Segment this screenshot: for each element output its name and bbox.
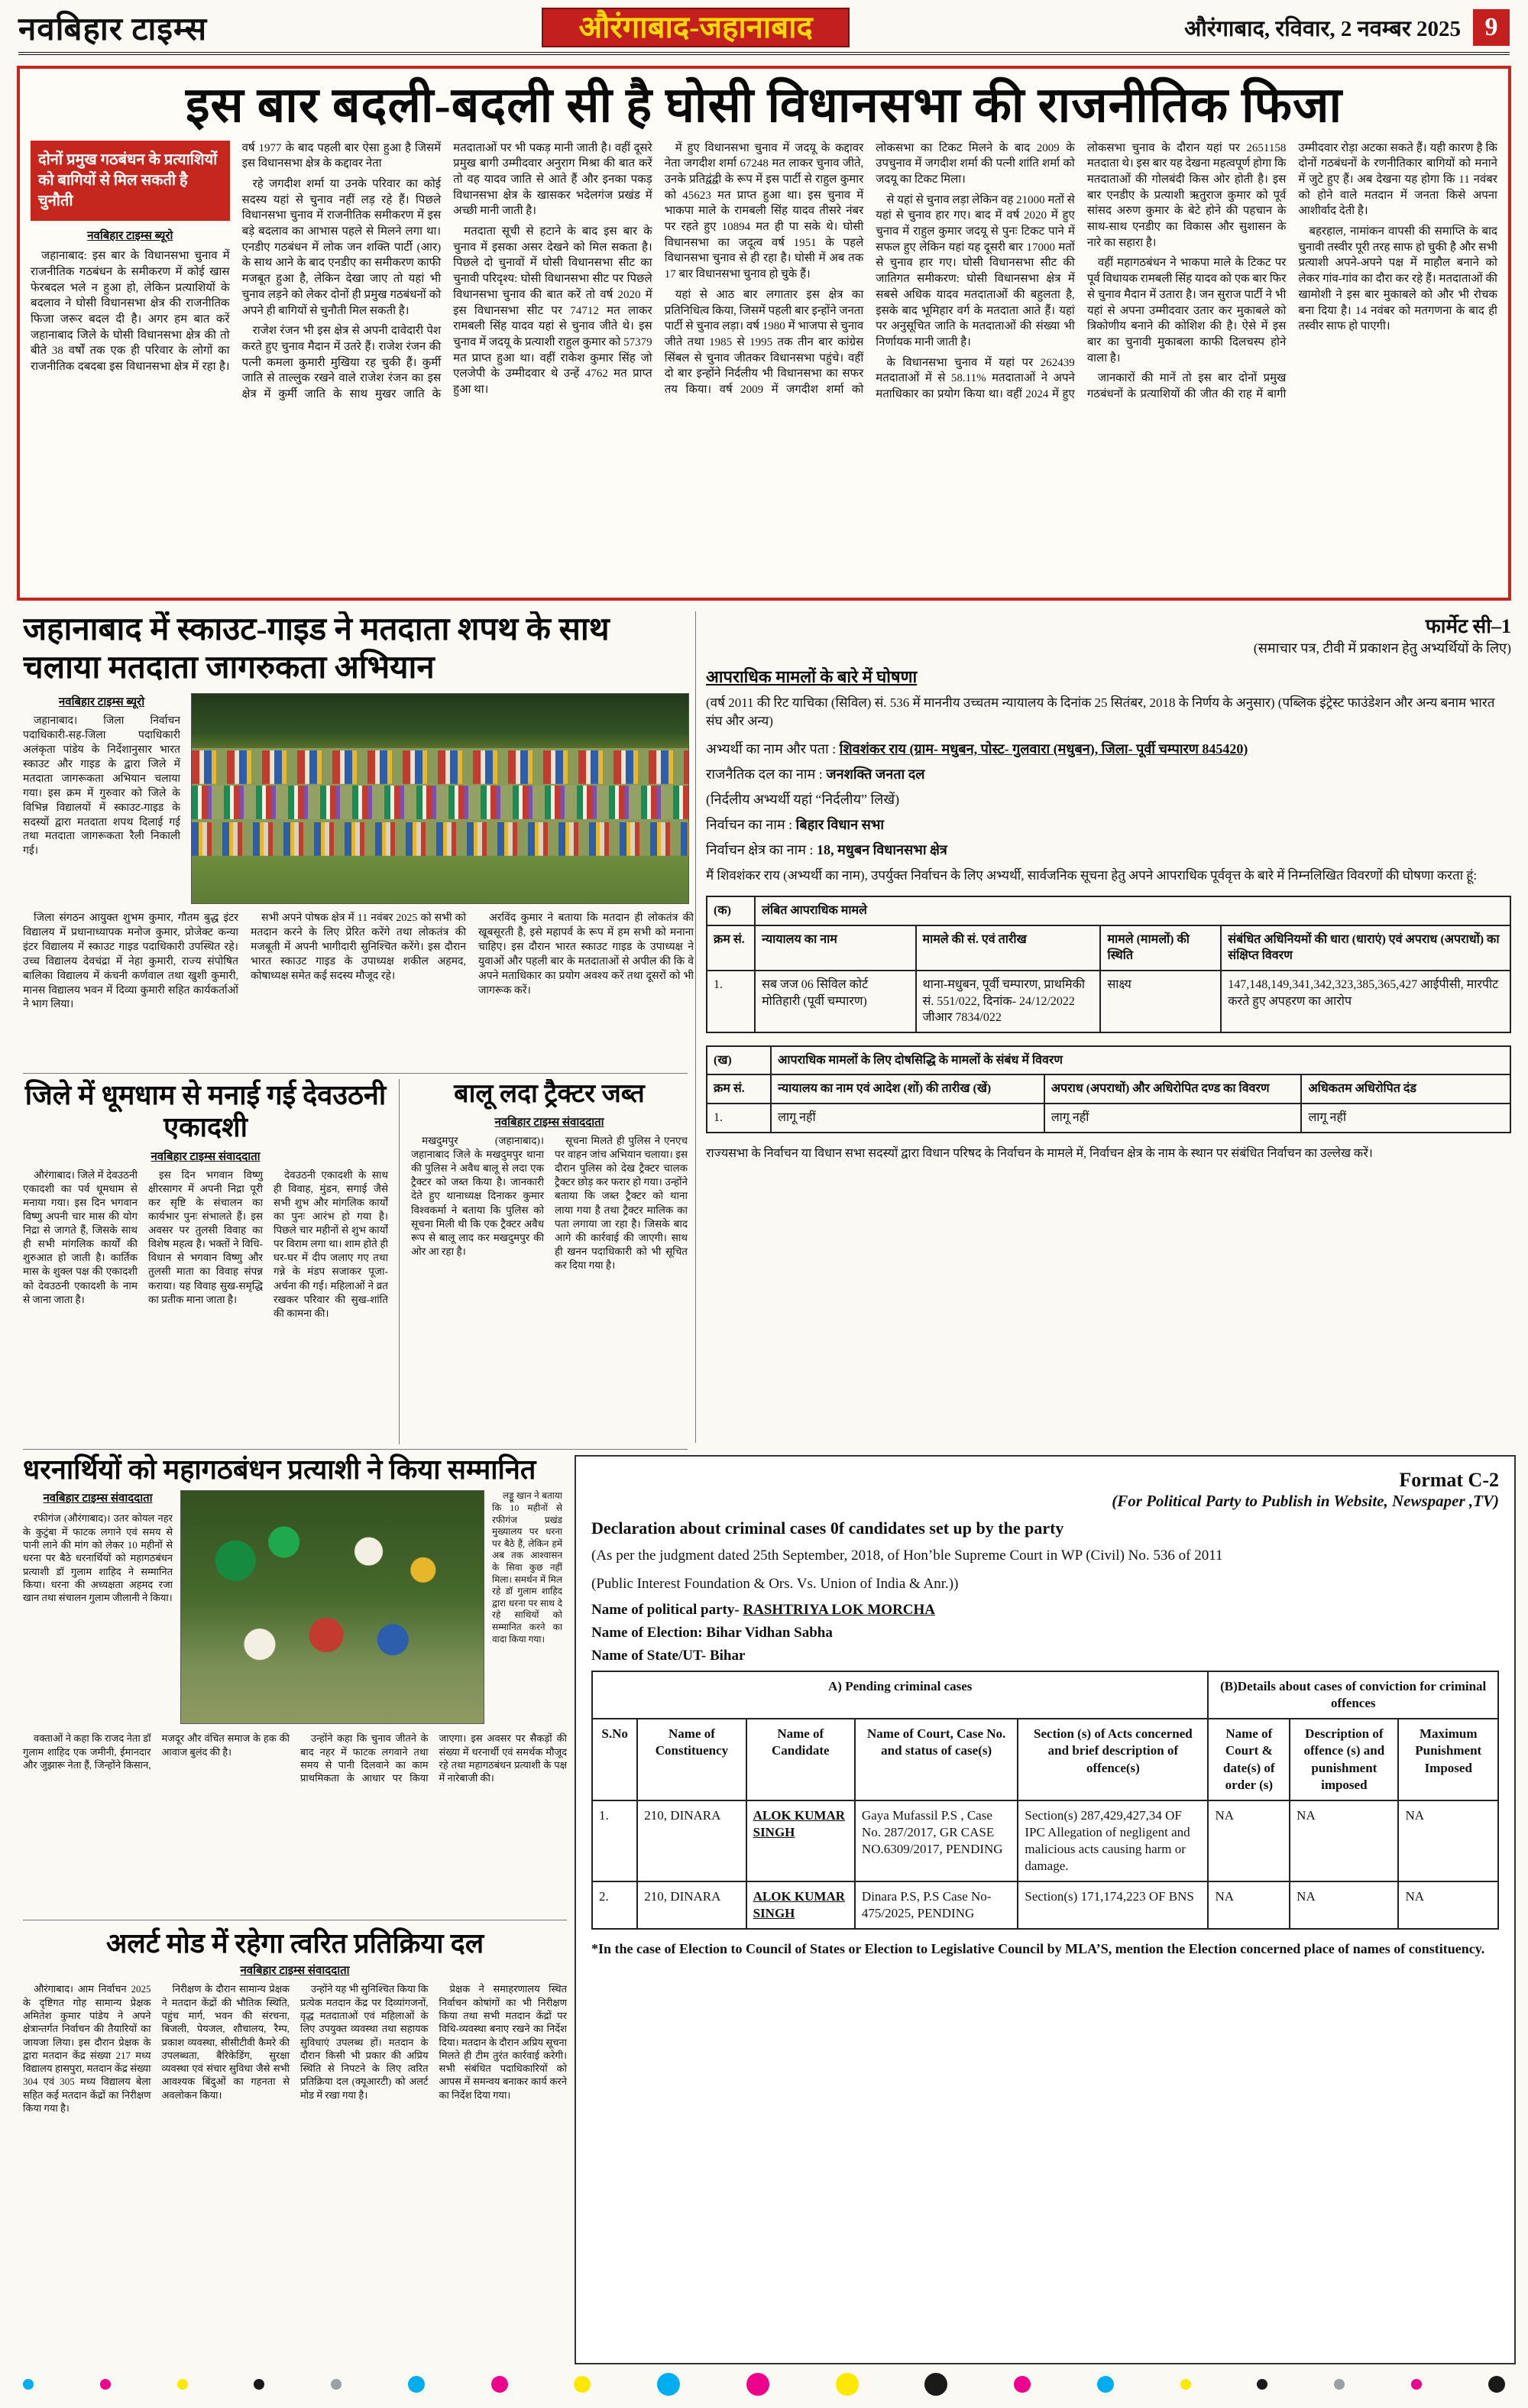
column-header: अपराध (अपराधों) और अधिरोपित दण्ड का विवरण (1044, 1074, 1302, 1104)
ekadashi-paragraph: देवउठनी एकादशी के साथ ही विवाह, मुंडन, सगाई जैसे सभी शुभ और मांगलिक कार्यों का पुनः आरंभ हो गया है। पिछले चार महीनों से शुभ कार्यों पर विराम लगा था। शाम होते ही घर-घर में दीप जलाए गए तथा गन्ने के मंडप सजाकर पूजा-अर्चना की गई। महिलाओं ने व्रत रखकर परिवार की सुख-शांति की कामना की। (274, 1168, 388, 1319)
table-row (592, 1800, 1498, 1881)
registration-dot (746, 2373, 769, 2396)
cell-sections: 147,148,149,341,342,323,385,365,427 आईपीसी, मारपीट करते हुए अपहरण का आरोप (1221, 971, 1510, 1032)
scout-article-body (23, 912, 694, 1063)
field-label: राजनैतिक दल का नाम : (706, 766, 823, 782)
format-c2-footnote: *In the case of Election to Council of States or Election to Legislative Council by MLA’S, mention the Election concerned place of names of constituency. (591, 1941, 1485, 1957)
section-divider (23, 1449, 688, 1450)
lead-paragraph: यहां से आठ बार लगातार इस क्षेत्र का प्रतिनिधित्व किया, जिसमें पहली बार इन्होंने जनता पार्टी से चुनाव लड़ा। वर्ष 1980 में भाजपा से चुनाव जीते तथा 1985 से 1995 तक तीन बार कांग्रेस सिंबल से चुनाव जीतकर विधानसभा पहुंचे। वहीं दो बार इन्होंने निर्दलीय भी विधानसभा का सफर तय किया। वर्ष 2009 में जगदीश शर्मा को लोकसभा का टिकट मिलने के बाद 2009 के उपचुनाव में जगदीश शर्मा की पत्नी शांति शर्मा को जदयू का टिकट मिला। (664, 141, 1075, 396)
tractor-paragraph: सूचना मिलते ही पुलिस ने एनएच पर वाहन जांच अभियान चलाया। इस दौरान पुलिस को देख ट्रैक्टर चालक ट्रैक्टर छोड़ कर फरार हो गया। उन्होंने बताया कि जब्त ट्रैक्टर को थाना लाया गया है तथा ट्रैक्टर मालिक का पता लगाया जा रहा है। जिसके बाद आगे की कार्रवाई की जाएगी। साथ ही खनन पदाधिकारी को भी सूचित कर दिया गया है। (555, 1135, 688, 1271)
column-divider (695, 611, 696, 1443)
table-caption: आपराधिक मामलों के लिए दोषसिद्धि के मामलों के संबंध में विवरण (771, 1046, 1510, 1075)
registration-dot (836, 2373, 859, 2396)
column-header: संबंधित अधिनियमों की धारा (धाराएं) एवं अपराध (अपराधों) का संक्षिप्त विवरण (1221, 925, 1510, 971)
registration-dot (574, 2376, 591, 2393)
alert-byline: नवबिहार टाइम्स संवाददाता (240, 1965, 350, 1978)
dharna-left-column (23, 1490, 173, 1724)
cell-serial: 2. (592, 1881, 637, 1929)
section-divider (23, 1073, 688, 1074)
alert-article (23, 1927, 567, 2360)
format-c2-judgment-line2: (Public Interest Foundation & Ors. Vs. Union of India & Anr.)) (591, 1575, 959, 1592)
column-header: Name of Candidate (746, 1719, 855, 1800)
field-value: Bihar (709, 1648, 746, 1664)
registration-dot (1014, 2376, 1031, 2393)
scout-paragraph: जहानाबाद। जिला निर्वाचन पदाधिकारी-सह-जिला पदाधिकारी अलंकृता पांडेय के निर्देशानुसार भारत स्काउट और गाइड के द्वारा जिले में मतदाता जागरूकता अभियान चलाया गया। इस क्रम में गुरुवार को जिले के विभिन्न विद्यालयों में स्काउट-गाइड के सदस्यों द्वारा मतदाता शपथ दिलाई गई तथा मतदाता जागरूकता रैली निकाली गई। (23, 715, 180, 857)
page-number-badge: 9 (1473, 9, 1510, 46)
cell-sections: Section(s) 171,174,223 OF BNS (1018, 1881, 1208, 1929)
column-header: न्यायालय का नाम एवं आदेश (शों) की तारीख (खें) (771, 1074, 1044, 1104)
declaration-line: मैं शिवशंकर राय (अभ्यर्थी का नाम), उपर्युक्त निर्वाचन के लिए अभ्यर्थी, सार्वजनिक सूचना हेतु अपने आपराधिक पूर्ववृत्त के बारे में निम्नलिखित विवरणों की घोषणा करता हूं: (706, 867, 1478, 883)
scout-rally-photo (191, 693, 689, 904)
cell-case: थाना-मधुबन, पूर्वी चम्पारण, प्राथमिकी सं. 551/022, दिनांक- 24/12/2022 जीआर 7834/022 (916, 971, 1101, 1032)
table-row (707, 1104, 1510, 1133)
lead-paragraph: वहीं महागठबंधन ने भाकपा माले के टिकट पर पूर्व विधायक रामबली सिंह यादव को एक बार फिर से चुनाव मैदान में उतारा है। जन सुराज पार्टी ने भी यहां से अपना उम्मीदवार उतार कर मुकाबले को त्रिकोणीय बनाने की कोशिश की है। ऐसे में इस बार का चुनावी मुकाबला काफी दिलचस्प होने वाला है। (1086, 257, 1287, 365)
dharna-paragraph: वक्ताओं ने कहा कि राजद नेता डॉ गुलाम शाहिद एक जमीनी, ईमानदार और जुझारू नेता हैं, जिन्होंने किसान, मजदूर और वंचित समाज के हक की आवाज बुलंद की है। (23, 1732, 290, 1771)
dharna-paragraph: उन्होंने कहा कि चुनाव जीतने के बाद नहर में फाटक लगवाने तथा समय से पानी दिलवाने का काम प्राथमिकता के आधार पर किया जाएगा। इस अवसर पर सैकड़ों की संख्या में धरनार्थी एवं समर्थक मौजूद रहे तथा महागठबंधन प्रत्याशी के पक्ष में नारेबाजी की। (300, 1732, 567, 1784)
dharna-byline: नवबिहार टाइम्स संवाददाता (43, 1492, 153, 1505)
format-c1-title: फार्मेट सी–1 (1425, 615, 1511, 637)
masthead-right (1184, 9, 1510, 46)
column-header: Maximum Punishment Imposed (1398, 1719, 1498, 1800)
field-label: अभ्यर्थी का नाम और पता : (706, 741, 837, 757)
cell-status: साक्ष्य (1100, 971, 1221, 1032)
lead-article-body (31, 141, 1497, 569)
format-c2-judgment-line1: (As per the judgment dated 25th September, 2018, of Hon’ble Supreme Court in WP (Civil) No. 536 of 2011 (591, 1548, 1223, 1564)
ekadashi-article-body (23, 1168, 388, 1444)
dharna-article (23, 1454, 567, 1911)
scout-article (23, 611, 694, 1068)
ekadashi-article (23, 1079, 388, 1444)
election-name-line (706, 815, 1511, 834)
conviction-cases-table (706, 1045, 1511, 1133)
pending-cases-table (706, 896, 1511, 1033)
column-header: क्रम सं. (707, 1074, 771, 1104)
cell-candidate: ALOK KUMAR SINGH (746, 1800, 855, 1881)
alert-paragraph: प्रेक्षक ने समाहरणालय स्थित निर्वाचन कोषांगों का भी निरीक्षण किया तथा सभी मतदान केंद्रों पर विधि-व्यवस्था बनाए रखने का निर्देश दिया। मतदान के दौरान अप्रिय सूचना मिलते ही टीम तुरंत कार्रवाई करेगी। सभी संबंधित पदाधिकारियों को आपस में समन्वय बनाकर कार्य करने का निर्देश दिया गया। (439, 1983, 567, 2101)
party-name-line (706, 765, 1511, 783)
format-c2-subtitle: (For Political Party to Publish in Website, Newspaper ,TV) (1112, 1492, 1499, 1510)
registration-dot (177, 2379, 188, 2390)
lead-paragraph: से यहां से चुनाव लड़ा लेकिन वह 21000 मतों से यहां से चुनाव हार गए। बाद में वर्ष 2020 में हुए चुनाव में राहुल कुमार जदयू से पुनः टिकट पाने में सफल हुए लेकिन यहां यह दूसरी बार 17000 मतों से चुनाव हार गए। घोसी विधानसभा सीट की जातिगत समीकरण: घोसी विधानसभा क्षेत्र में सबसे अधिक यादव मतदाताओं की बहुलता है, इसके बाद भूमिहार वर्ग के मतदाता आते हैं। यहां पर अनुसूचित जाति के मतदाताओं की संख्या भी निर्णायक मानी जाती है। (876, 193, 1075, 348)
lead-paragraph: राजेश रंजन भी इस क्षेत्र से अपनी दावेदारी पेश करते हुए चुनाव मैदान में उतरे हैं। राजेश रंजन की पत्नी कमला कुमारी मुखिया रह चुकी हैं। कुर्मी जाति से ताल्लुक रखने वाले राजेश रंजन का इस क्षेत्र में कुर्मी जाति के साथ मुखर जाति के मतदाताओं पर भी पकड़ मानी जाती है। वहीं दूसरे प्रमुख बागी उम्मीदवार अनुराग मिश्रा की बात करें तो वह यादव जाति से आते हैं और इनका पकड़ विधानसभा क्षेत्र के खासकर भदेलगंज प्रखंड में अच्छी मानी जाती है। (241, 141, 652, 400)
tractor-paragraph: मखदुमपुर (जहानाबाद)। जहानाबाद जिले के मखदुमपुर थाना की पुलिस ने अवैध बालू से लदा एक ट्रैक्टर को जब्त किया है। जानकारी देते हुए थानाध्यक्ष दिनाकर कुमार विश्वकर्मा ने बताया कि पुलिस को सूचना मिली थी कि एक ट्रैक्टर अवैध रूप से बालू लाद कर मखदुमपुर की ओर आ रहा है। (411, 1135, 544, 1257)
field-value: RASHTRIYA LOK MORCHA (743, 1602, 936, 1619)
column-header: S.No (592, 1719, 637, 1800)
color-registration-marks (23, 2369, 1505, 2400)
lead-paragraph: मतदाता सूची से हटाने के बाद इस बार के चुनाव में इसका असर देखने को मिल सकता है। पिछले दो चुनावों में घोसी विधानसभा सीट का चुनावी परिदृश्य: घोसी विधानसभा सीट पर पिछले विधानसभा चुनाव की बात करें तो वर्ष 2020 में इस विधानसभा सीट पर 74712 मत लाकर रामबली सिंह यादव यहां से चुनाव जीते थे। इस चुनाव में जदयू के प्रत्याशी राहुल कुमार को 57379 मत प्राप्त हुआ था। वहीं राकेश कुमार सिंह जो एलजेपी के उम्मीदवार थे उन्हें 4762 मत प्राप्त हुआ था। (453, 225, 652, 396)
field-value: बिहार विधान सभा (795, 816, 885, 832)
table-caption: लंबित आपराधिक मामले (755, 896, 1510, 925)
scout-headline: जहानाबाद में स्काउट-गाइड ने मतदाता शपथ के साथ चलाया मतदाता जागरुकता अभियान (23, 612, 610, 685)
cell-court-date: NA (1208, 1800, 1290, 1881)
cell-offence-punishment: NA (1290, 1881, 1398, 1929)
dharna-article-body (23, 1732, 567, 1891)
dharna-felicitation-photo (180, 1490, 484, 1724)
field-label: निर्वाचन क्षेत्र का नाम : (706, 841, 814, 857)
cell-court-case: Gaya Mufassil P.S , Case No. 287/2017, GR CASE NO.6309/2017, PENDING (855, 1800, 1018, 1881)
election-line (591, 1625, 1499, 1642)
format-c2-title: Format C-2 (1399, 1469, 1499, 1491)
registration-dot (1257, 2379, 1267, 2390)
registration-dot (1097, 2376, 1114, 2393)
cell-court-date: NA (1208, 1881, 1290, 1929)
candidate-name-line (706, 740, 1511, 758)
lead-paragraph: बहरहाल, नामांकन वापसी की समाप्ति के बाद चुनावी तस्वीर पूरी तरह साफ हो चुकी है और सभी प्रत्याशी अपने-अपने पक्ष में माहौल बनाने को लेकर गांव-गांव का दौरा कर रहे हैं। मतदाताओं की खामोशी ने इस बार मुकाबले को और भी रोचक बना दिया है। 14 नवंबर को मतगणना के बाद ही तस्वीर साफ हो पाएगी। (1298, 225, 1497, 333)
cell-max-punishment: लागू नहीं (1301, 1104, 1510, 1133)
registration-dot (254, 2379, 264, 2390)
registration-dot (1334, 2379, 1345, 2390)
cell-offence-punishment: लागू नहीं (1044, 1104, 1302, 1133)
alert-headline: अलर्ट मोड में रहेगा त्वरित प्रतिक्रिया दल (105, 1928, 484, 1959)
dharna-headline: धरनार्थियों को महागठबंधन प्रत्याशी ने किया सम्मानित (23, 1454, 536, 1485)
column-header: अधिकतम अधिरोपित दंड (1301, 1074, 1510, 1104)
registration-dot (331, 2379, 342, 2390)
cell-max-punishment: NA (1398, 1881, 1498, 1929)
tractor-article (411, 1079, 688, 1444)
cell-max-punishment: NA (1398, 1800, 1498, 1881)
scout-left-column (23, 693, 180, 904)
dharna-top-row (23, 1490, 567, 1724)
cell-constituency: 210, DINARA (637, 1881, 746, 1929)
cell-constituency: 210, DINARA (637, 1800, 746, 1881)
registration-dot (657, 2373, 680, 2396)
column-header: Name of Constituency (637, 1719, 746, 1800)
field-label: निर्वाचन का नाम : (706, 816, 793, 832)
field-value: 18, मधुबन विधानसभा क्षेत्र (817, 841, 947, 857)
column-header: Name of Court & date(s) of order (s) (1208, 1719, 1290, 1800)
cell-offence-punishment: NA (1290, 1800, 1398, 1881)
format-c1-footnote: राज्यसभा के निर्वाचन या विधान सभा सदस्यों द्वारा विधान परिषद के निर्वाचन के मामले में, निर्वाचन क्षेत्र के नाम के स्थान पर संबंधित निर्वाचन का उल्लेख करें। (706, 1146, 1373, 1160)
tractor-byline: नवबिहार टाइम्स संवाददाता (494, 1116, 604, 1129)
registration-dot (408, 2376, 425, 2393)
lead-byline: नवबिहार टाइम्स ब्यूरो (87, 229, 173, 242)
field-value: (निर्दलीय अभ्यर्थी यहां “निर्दलीय” लिखें) (706, 791, 900, 807)
scout-top-row (23, 693, 694, 904)
registration-dot (1180, 2379, 1191, 2390)
field-value: Bihar Vidhan Sabha (706, 1625, 833, 1642)
lead-paragraph: के विधानसभा चुनाव में यहां पर 262439 मतदाताओं में से 58.11% मतदाताओं ने अपने मताधिकार का प्रयोग किया था। वहीं 2024 में हुए लोकसभा चुनाव के दौरान यहां पर 2651158 मतदाता थे। इस बार यह देखना महत्वपूर्ण होगा कि मतदाताओं की गोलबंदी किस ओर होती है। इस बार एनडीए के प्रत्याशी ऋतुराज कुमार को पूर्व सांसद अरुण कुमार के बेटे होने की पहचान के साथ-साथ एनडीए का विकास और सुशासन के नारे का सहारा है। (876, 141, 1287, 400)
table-row (592, 1881, 1498, 1929)
independent-note-line (706, 790, 1511, 809)
edition-dateline: औरंगाबाद, रविवार, 2 नवम्बर 2025 (1184, 16, 1461, 41)
field-label: Name of Election: (591, 1625, 703, 1642)
column-divider (399, 1079, 400, 1444)
table-tag: (ख) (707, 1046, 771, 1075)
field-label: Name of State/UT- (591, 1648, 707, 1664)
ekadashi-paragraph: औरंगाबाद। जिले में देवउठनी एकादशी का पर्व धूमधाम से मनाया गया। इस दिन भगवान विष्णु अपनी चार मास की योग निद्रा से जागते हैं, जिसके साथ ही सभी मांगलिक कार्यों की शुरुआत हो जाती है। कार्तिक मास के शुक्ल पक्ष की एकादशी को देवउठनी एकादशी के नाम से जाना जाता है। (23, 1168, 138, 1305)
group-header-conviction: (B)Details about cases of conviction for criminal offences (1208, 1671, 1498, 1719)
cell-court-order: लागू नहीं (771, 1104, 1044, 1133)
cell-court-case: Dinara P.S, P.S Case No- 475/2025, PENDING (855, 1881, 1018, 1929)
registration-dot (1488, 2376, 1505, 2393)
column-header: Section (s) of Acts concerned and brief description of offence(s) (1018, 1719, 1208, 1800)
format-c1-heading: आपराधिक मामलों के बारे में घोषणा (706, 667, 918, 686)
party-line (591, 1602, 1499, 1619)
format-c1-judgment-note: (वर्ष 2011 की रिट याचिका (सिविल) सं. 536 में माननीय उच्चतम न्यायालय के दिनांक 25 सितंबर, 2018 के निर्णय के अनुसार) (पब्लिक इंट्रेस्ट फाउंडेशन और अन्य बनाम भारत संघ और अन्य) (706, 695, 1495, 728)
lead-paragraph: रहे जगदीश शर्मा या उनके परिवार का कोई सदस्य यहां से चुनाव नहीं लड़ रहे हैं। पिछले विधानसभा चुनाव में राजनीतिक समीकरण में इस बड़े बदलाव का आभास पहले से मिलने लगा था। एनडीए गठबंधन में लोक जन शक्ति पार्टी (आर) के साथ आने के बाद एनडीए का समीकरण काफी मजबूत हुआ है, लेकिन देखा जाए तो यहां भी चुनाव लड़ने को लेकर दोनों ही प्रमुख गठबंधनों को अपने ही बागियों से चुनौती मिल सकती है। (241, 178, 442, 317)
cell-serial: 1. (707, 1104, 771, 1133)
cell-sections: Section(s) 287,429,427,34 OF IPC Allegation of negligent and malicious acts causing harm or damage. (1018, 1800, 1208, 1881)
candidate-cases-table (591, 1671, 1499, 1930)
ekadashi-byline: नवबिहार टाइम्स संवाददाता (151, 1150, 261, 1163)
state-line (591, 1648, 1499, 1664)
lead-article (17, 66, 1511, 601)
cell-candidate: ALOK KUMAR SINGH (746, 1881, 855, 1929)
format-c2-heading: Declaration about criminal cases 0f candidates set up by the party (591, 1518, 1064, 1538)
cell-court: सब जज 06 सिविल कोर्ट मोतिहारी (पूर्वी चम्पारण) (755, 971, 915, 1032)
scout-paragraph: अरविंद कुमार ने बताया कि मतदान ही लोकतंत्र की खूबसूरती है, इसे महापर्व के रूप में हम सभी को मनाना चाहिए। इस दौरान भारत स्काउट गाइड के उपाध्यक्ष ने युवाओं और पहली बार के मतदाताओं से अपील की कि वे अपने मताधिकार का प्रयोग अवश्य करें तथा दूसरों को भी जागरूक करें। (478, 912, 694, 997)
dharna-paragraph: लड्डू खान ने बताया कि 10 महीनों से रफीगंज प्रखंड मुख्यालय पर धरना पर बैठे हैं, लेकिन हमें अब तक आश्वासन के सिवा कुछ नहीं मिला। समर्थन में मिल रहे डॉ गुलाम शाहिद द्वारा धरना पर साथ दे रहे साथियों को सम्मानित करने का वादा किया गया। (492, 1490, 562, 1645)
lead-headline: इस बार बदली-बदली सी है घोसी विधानसभा की राजनीतिक फिजा (185, 78, 1343, 132)
field-value: शिवशंकर राय (ग्राम- मधुबन, पोस्ट- गुलवारा (मधुबन), जिला- पूर्वी चम्पारण 845420) (839, 741, 1248, 757)
cell-serial: 1. (707, 971, 755, 1032)
field-value: जनशक्ति जनता दल (826, 766, 925, 782)
paper-name: नवबिहार टाइम्स (18, 11, 208, 47)
format-c1-declaration (706, 611, 1511, 1447)
table-tag: (क) (707, 896, 755, 925)
format-c2-declaration (575, 1455, 1516, 2364)
dharna-paragraph: रफीगंज (औरंगाबाद)। उतर कोयल नहर के कुटुंबा में फाटक लगाने एवं समय से पानी लाने की मांग को लेकर 10 महीनों से धरना पर बैठे धरनार्थियों को महागठबंधन प्रत्याशी डॉ गुलाम शाहिद ने सम्मानित किया। धरना की अध्यक्षता अहमद रजा खान तथा संचालन गुलाम जीलानी ने किया। (23, 1512, 173, 1604)
lead-paragraph: जानकारों की मानें तो इस बार दोनों प्रमुख गठबंधनों के प्रत्याशियों की जीत की राह में बागी उम्मीदवार रोड़ा अटका सकते हैं। यही कारण है कि दोनों गठबंधनों के रणनीतिकार बागियों को मनाने में जुटे हुए हैं। अब देखना यह होगा कि 11 नवंबर को होने वाले मतदान में जनता किसे अपना आशीर्वाद देती है। (1086, 141, 1497, 400)
lead-highlight-box: दोनों प्रमुख गठबंधन के प्रत्याशियों को बागियों से मिल सकती है चुनौती (31, 141, 230, 221)
ekadashi-paragraph: इस दिन भगवान विष्णु क्षीरसागर में अपनी निद्रा पूरी कर सृष्टि के संचालन का कार्यभार पुनः संभालते हैं। इस अवसर पर तुलसी विवाह का विशेष महत्व है। भक्तों ने विधि-विधान से भगवान विष्णु और तुलसी माता का विवाह संपन्न कराया। यह विवाह सुख-समृद्धि का प्रतीक माना जाता है। (148, 1168, 263, 1305)
registration-dot (100, 2379, 111, 2390)
scout-paragraph: सभी अपने पोषक क्षेत्र में 11 नवंबर 2025 को सभी को मतदान करने के लिए प्रेरित करेंगे तथा लोकतंत्र की मजबूती में अपनी भागीदारी सुनिश्चित करेंगे। इस दौरान भारत स्काउट गाइड के उपाध्यक्ष शकील अहमद, कोषाध्यक्ष समेत कई सदस्य मौजूद रहे। (251, 912, 466, 982)
tractor-article-body (411, 1134, 688, 1424)
lead-paragraph: में हुए विधानसभा चुनाव में जदयू के कद्दावर नेता जगदीश शर्मा 67248 मत लाकर चुनाव जीते, उनके प्रतिद्वंद्वी के रूप में इस पार्टी से राहुल कुमार को 45623 मत प्राप्त हुआ था। इस चुनाव में भाकपा माले के रामबली सिंह यादव तीसरे नंबर पर रहते हुए 10894 मत ही पा सके थे। घोसी विधानसभा का जदूत्व वर्ष 1951 के पहले विधानसभा चुनाव से ही रहा है। घोसी में अब तक 17 बार विधानसभा चुनाव हो चुके हैं। (664, 141, 864, 281)
format-c1-subtitle: (समाचार पत्र, टीवी में प्रकाशन हेतु अभ्यर्थियों के लिए) (1253, 640, 1511, 656)
tractor-headline: बालू लदा ट्रैक्टर जब्त (454, 1080, 645, 1108)
masthead (18, 8, 1510, 55)
alert-paragraph: उन्होंने यह भी सुनिश्चित किया कि प्रत्येक मतदान केंद्र पर दिव्यांगजनों, वृद्ध मतदाताओं एवं महिलाओं के लिए उपयुक्त व्यवस्था तथा सहायक सुविधाएं उपलब्ध हों। मतदान के दौरान किसी भी प्रकार की अप्रिय स्थिति से निपटने के लिए त्वरित प्रतिक्रिया दल (क्यूआरटी) को अलर्ट मोड में रखा गया है। (300, 1983, 429, 2101)
edition-banner: औरंगाबाद-जहानाबाद (542, 8, 849, 47)
alert-article-body (23, 1982, 567, 2342)
registration-dot (1411, 2379, 1422, 2390)
lead-paragraph: जहानाबाद: इस बार के विधानसभा चुनाव में राजनीतिक गठबंधन के समीकरण में कोई खास फेरबदल भले न हुआ हो, लेकिन प्रत्याशियों के बदलाव ने घोसी विधानसभा क्षेत्र की राजनीतिक फिजा जरूर बदल दी है। अगर हम बात करें जहानाबाद जिले के घोसी विधानसभा क्षेत्र की तो बीते 38 वर्षों तक एक ही परिवार के लोगों का राजनीतिक दबदबा इस विधानसभा क्षेत्र में रहा है। वर्ष 1977 के बाद पहली बार ऐसा हुआ है जिसमें इस विधानसभा क्षेत्र के कद्दावर नेता (31, 141, 442, 374)
table-row (707, 971, 1510, 1032)
ekadashi-headline: जिले में धूमधाम से मनाई गई देवउठनी एकादशी (24, 1080, 387, 1143)
registration-dot (23, 2379, 34, 2390)
dharna-right-column (492, 1490, 562, 1724)
alert-paragraph: निरीक्षण के दौरान सामान्य प्रेक्षक ने मतदान केंद्रों की भौतिक स्थिति, पहुंच मार्ग, भवन की संरचना, बिजली, पेयजल, शौचालय, रैम्प, प्रकाश व्यवस्था, सीसीटीवी कैमरे की उपलब्धता, बैरिकेडिंग, सुरक्षा व्यवस्था एवं संचार सुविधा जैसे सभी आवश्यक बिंदुओं का गहनता से अवलोकन किया। (161, 1983, 290, 2101)
scout-paragraph: जिला संगठन आयुक्त शुभम कुमार, गौतम बुद्ध इंटर विद्यालय में प्रधानाध्यापक मनोज कुमार, प्रोजेक्ट कन्या इंटर विद्यालय में स्काउट गाइड पदाधिकारी उपस्थित रहे। उच्च विद्यालय देवचंद्रा में नेहा कुमारी, राज्य संपोषित बालिका विद्यालय में कंचनी कर्णवाल तथा खुशी कुमारी, मानस विद्यालय भवन में दिव्या कुमारी सहित कार्यकर्ताओं ने भाग लिया। (23, 912, 238, 1011)
column-header: Name of Court, Case No. and status of case(s) (855, 1719, 1018, 1800)
column-header: न्यायालय का नाम (755, 925, 915, 971)
constituency-line (706, 841, 1511, 859)
registration-dot (924, 2373, 947, 2396)
column-header: मामले (मामलों) की स्थिति (1100, 925, 1221, 971)
registration-dot (491, 2376, 508, 2393)
group-header-pending: A) Pending criminal cases (592, 1671, 1208, 1719)
cell-serial: 1. (592, 1800, 637, 1881)
field-label: Name of political party- (591, 1602, 740, 1619)
alert-paragraph: औरंगाबाद। आम निर्वाचन 2025 के दृष्टिगत गोह सामान्य प्रेक्षक अमितेश कुमार पांडेय ने अपने क्षेत्रान्तर्गत निर्वाचन की तैयारियों का जायजा लिया। इस दौरान प्रेक्षक के द्वारा मतदान केंद्र संख्या 217 मध्य विद्यालय हासपुरा, मतदान केंद्र संख्या 304 एवं 305 मध्य विद्यालय बेला सहित कई मतदान केंद्रों का निरीक्षण किया गया है। (23, 1983, 151, 2114)
scout-byline: नवबिहार टाइम्स ब्यूरो (58, 696, 145, 709)
column-header: मामले की सं. एवं तारीख (916, 925, 1101, 971)
column-header: Description of offence (s) and punishment imposed (1290, 1719, 1398, 1800)
column-header: क्रम सं. (707, 925, 755, 971)
